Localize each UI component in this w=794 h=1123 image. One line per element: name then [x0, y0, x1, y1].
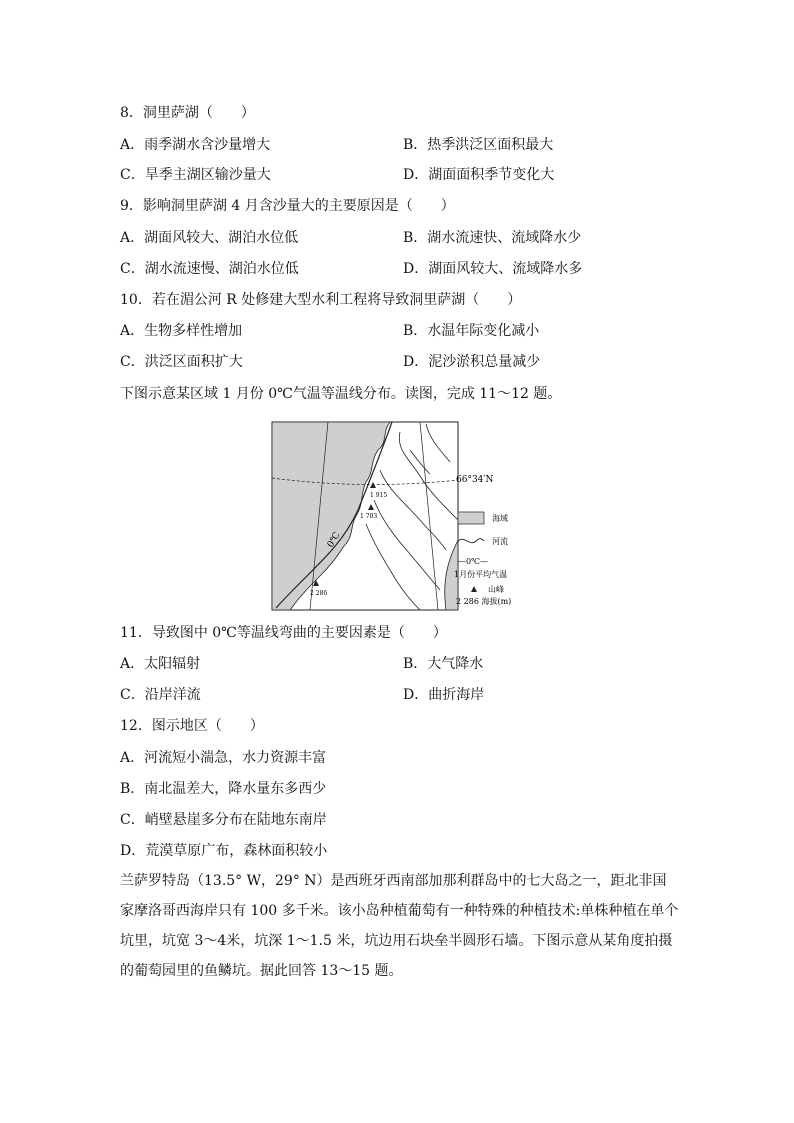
- q12-option-d: D．荒漠草原广布，森林面积较小: [120, 843, 328, 859]
- q9-stem: 9．影响洞里萨湖 4 月含沙量大的主要原因是（ ）: [120, 198, 455, 214]
- legend-sea-swatch: [458, 512, 484, 524]
- isotherm-map: [270, 420, 530, 612]
- legend-isotherm-label: 1月份平均气温: [454, 570, 508, 579]
- q8-option-b: B．热季洪泛区面积最大: [403, 137, 554, 153]
- q12-stem: 12．图示地区（ ）: [120, 718, 264, 734]
- q11-option-d: D．曲折海岸: [403, 687, 485, 703]
- isotherm-label: 0℃: [325, 530, 343, 550]
- q9-option-b: B．湖水流速快、流域降水少: [403, 230, 582, 246]
- peak-label-1703: 1 703: [360, 513, 378, 520]
- q8-option-c: C．旱季主湖区输沙量大: [120, 167, 271, 183]
- q11-option-c: C．沿岸洋流: [120, 687, 201, 703]
- q9-option-a: A．湖面风较大、湖泊水位低: [120, 230, 299, 246]
- q8-option-a: A．雨季湖水含沙量增大: [120, 137, 271, 153]
- q9-option-d: D．湖面风较大、流域降水多: [403, 261, 583, 277]
- q10-option-d: D．泥沙淤积总量减少: [403, 354, 541, 370]
- q10-option-b: B．水温年际变化减小: [403, 323, 540, 339]
- passage-13-15: 兰萨罗特岛（13.5° W，29° N）是西班牙西南部加那利群岛中的七大岛之一，距北非国家摩洛哥西海岸只有 100 多千米。该小岛种植葡萄有一种特殊的种植技术:单株种植在单个坑里，坑宽 3～4米，坑深 1～1.5 米，坑边用石块垒半圆形石墙。下图示意从某角度拍摄的葡萄园里的鱼鳞坑。据此回答 13～15 题。: [120, 873, 679, 979]
- legend-isotherm-sample: —0℃—: [458, 557, 489, 566]
- q12-option-a: A．河流短小湍急，水力资源丰富: [120, 750, 327, 766]
- peak-label-2286: 2 286: [310, 590, 328, 597]
- q8-stem: 8．洞里萨湖（ ）: [120, 105, 255, 121]
- q11-stem: 11．导致图中 0℃等温线弯曲的主要因素是（ ）: [120, 625, 447, 641]
- figure-intro: 下图示意某区域 1 月份 0℃气温等温线分布。读图，完成 11～12 题。: [120, 386, 562, 402]
- q10-option-a: A．生物多样性增加: [120, 323, 243, 339]
- legend-peak-icon: [471, 586, 477, 592]
- legend-peak-sample: 2 286 海拔(m): [456, 597, 512, 606]
- latitude-label: 66°34′N: [456, 475, 494, 485]
- legend-river-swatch: [458, 539, 484, 543]
- q11-option-a: A．太阳辐射: [120, 656, 201, 672]
- q10-stem: 10．若在湄公河 R 处修建大型水利工程将导致洞里萨湖（ ）: [120, 292, 522, 308]
- q8-option-d: D．湖面面积季节变化大: [403, 167, 555, 183]
- isotherm-map-figure: [270, 420, 530, 612]
- q12-option-c: C．峭壁悬崖多分布在陆地东南岸: [120, 812, 327, 828]
- q12-option-b: B．南北温差大，降水量东多西少: [120, 781, 327, 797]
- legend-river-label: 河流: [492, 537, 508, 546]
- q9-option-c: C．湖水流速慢、湖泊水位低: [120, 261, 299, 277]
- peak-label-1915: 1 915: [370, 492, 388, 499]
- legend-peak-label: 山峰: [488, 585, 504, 594]
- q11-option-b: B．大气降水: [403, 656, 484, 672]
- q10-option-c: C．洪泛区面积扩大: [120, 354, 243, 370]
- legend-sea-label: 海域: [492, 514, 508, 523]
